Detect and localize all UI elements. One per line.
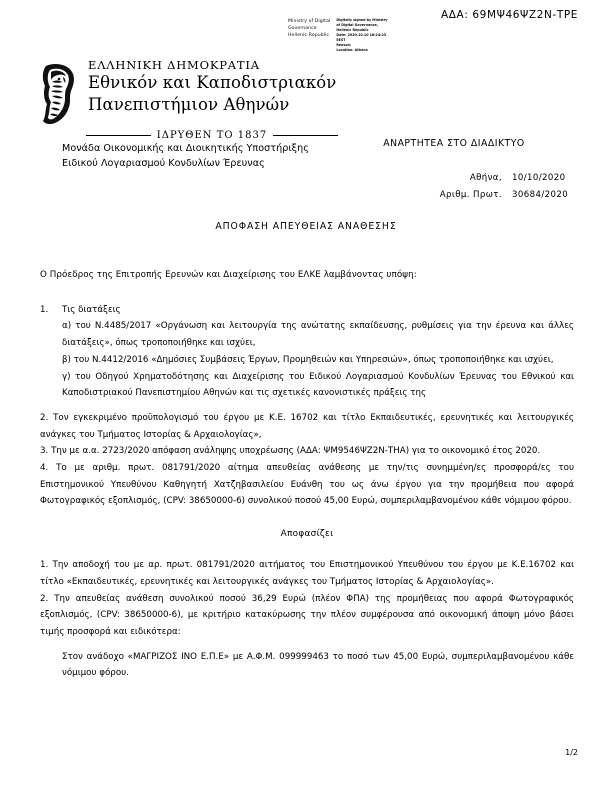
item-number: 2. bbox=[40, 412, 49, 423]
item-text: Τον εγκεκριμένο προϋπολογισμό του έργου με Κ.Ε. 16702 και τίτλο Εκπαιδευτικές, ερευνητικές και λειτουργικές ανάγκες του Τμήματος Ιστορίας & Αρχαιολογίας», bbox=[40, 412, 575, 440]
page-title: ΑΠΟΦΑΣΗ ΑΠΕΥΘΕΙΑΣ ΑΝΑΘΕΣΗΣ bbox=[215, 221, 397, 232]
document-meta bbox=[330, 170, 578, 204]
letterhead-text bbox=[82, 58, 336, 115]
city-value: 10/10/2020 bbox=[512, 173, 566, 183]
list-item bbox=[40, 443, 574, 460]
sub-item: γ) του Οδηγού Χρηματοδότησης και Διαχείρισης του Ειδικού Λογαριασμού Κονδυλίων Έρευνας του Εθνικού και Καποδιστριακού Πανεπιστημίου Αθηνών και τις σχετικές κανονιστικές πράξεις της bbox=[62, 371, 574, 399]
unit-line2: Ειδικού Λογαριασμού Κονδυλίων Έρευνας bbox=[62, 157, 265, 169]
decision-text: Την αποδοχή του με αρ. πρωτ. 081791/2020 αιτήματος του Επιστημονικού Υπευθύνου του έργου με Κ.Ε.16702 και τίτλο «Εκπαιδευτικές, ερευνητικές και λειτουργικές ανάγκες του Τμήματος Ιστορίας & Αρχαιολογίας». bbox=[40, 560, 575, 587]
founded-rule-left bbox=[86, 135, 151, 136]
spacer bbox=[40, 402, 574, 410]
item-text: Την με α.α. 2723/2020 απόφαση ανάληψης υποχρέωσης (ΑΔΑ: ΨΜ9546ΨΖ2Ν-ΤΗΑ) για το οικονομικό έτος 2020. bbox=[51, 446, 541, 457]
contractor-line: Στον ανάδοχο «ΜΑΓΡΙΖΟΣ ΙΝΟ Ε.Π.Ε» με Α.Φ.Μ. 099999463 το ποσό των 45,00 Ευρώ, συμπεριλαμβανομένου κάθε νόμιμου φόρου. bbox=[62, 651, 574, 679]
signature-authority bbox=[288, 18, 330, 39]
signature-authority-line2: Governance bbox=[288, 26, 317, 32]
letterhead-line2: Εθνικόν και Καποδιστριακόν bbox=[88, 73, 337, 93]
signature-detail-line5: EEST bbox=[336, 37, 346, 42]
decision-number: 2. bbox=[40, 593, 49, 604]
signature-details bbox=[336, 18, 387, 53]
digital-signature-block bbox=[288, 18, 388, 53]
sub-item: α) του Ν.4485/2017 «Οργάνωση και λειτουργία της ανώτατης εκπαίδευσης, ρυθμίσεις για την έρευνα και άλλες διατάξεις», όπως τροποποιήθηκε και ισχύει, bbox=[62, 321, 574, 349]
document-body bbox=[40, 267, 574, 682]
protocol-value: 30684/2020 bbox=[512, 189, 569, 200]
item-text: Τις διατάξεις bbox=[62, 304, 121, 315]
item-number: 3. bbox=[40, 446, 49, 457]
signature-detail-line6: Reason: bbox=[336, 42, 352, 47]
signature-authority-line3: Hellenic Republic bbox=[288, 33, 330, 39]
list-item bbox=[40, 302, 574, 319]
unit-line1: Μονάδα Οικονομικής και Διοικητικής Υποστήριξης bbox=[62, 143, 309, 154]
decision-number: 1. bbox=[40, 560, 49, 571]
sub-item: β) του Ν.4412/2016 «Δημόσιες Συμβάσεις Έργων, Προμηθειών και Υπηρεσιών», όπως τροποποιήθηκε και ισχύει, bbox=[62, 354, 554, 365]
founded-rule-right bbox=[273, 135, 338, 136]
decision-item bbox=[40, 591, 574, 641]
decision-heading: Αποφασίζει bbox=[280, 529, 334, 540]
page-number: 1/2 bbox=[565, 748, 578, 757]
signature-detail-line7: Location: Athens bbox=[336, 47, 368, 52]
letterhead-line3: Πανεπιστήμιον Αθηνών bbox=[88, 94, 290, 114]
meta-row-protocol bbox=[330, 187, 578, 204]
founded-text: ΙΔΡΥΘΕΝ ΤΟ 1837 bbox=[156, 130, 268, 141]
list-item bbox=[40, 460, 574, 510]
letterhead bbox=[38, 58, 378, 141]
intro-paragraph: Ο Πρόεδρος της Επιτροπής Ερευνών και Διαχείρισης του ΕΛΚΕ λαμβάνοντας υπόψη: bbox=[40, 270, 417, 280]
list-item bbox=[40, 410, 574, 443]
item-number: 4. bbox=[40, 463, 49, 474]
founded-banner bbox=[86, 130, 338, 141]
item-number: 1. bbox=[40, 304, 49, 315]
city-label: Αθήνα, bbox=[469, 173, 502, 183]
protocol-label: Αριθμ. Πρωτ. bbox=[439, 189, 502, 200]
signature-detail-line2: of Digital Governance, bbox=[336, 22, 379, 27]
publication-notice: ΑΝΑΡΤΗΤΕΑ ΣΤΟ ΔΙΑΔΙΚΤΥΟ bbox=[383, 138, 525, 149]
decision-item bbox=[40, 557, 574, 590]
ada-code: ΑΔΑ: 69ΜΨ46ΨΖ2Ν-ΤΡΕ bbox=[440, 9, 578, 21]
signature-detail-line3: Hellenic Republic bbox=[336, 27, 369, 32]
signature-detail-line1: Digitally signed by Ministry bbox=[336, 18, 388, 22]
letterhead-line1: ΕΛΛΗΝΙΚΗ ΔΗΜΟΚΡΑΤΙΑ bbox=[88, 58, 260, 72]
meta-row-city bbox=[330, 170, 578, 187]
decision-text: Την απευθείας ανάθεση συνολικού ποσού 36,29 Ευρώ (πλέον ΦΠΑ) της προμήθειας που αφορά Φωτογραφικός εξοπλισμός, (CPV: 38650000-6), με κριτήριο κατακύρωσης την πλέον συμφέρουσα από οικονομική άποψη μόνο βάσει τιμής προσφορά και ειδικότερα: bbox=[40, 593, 574, 638]
unit-block bbox=[62, 142, 309, 172]
signature-detail-line4: Date: 2020.10.10 18:24:23 bbox=[336, 32, 387, 37]
university-emblem-icon bbox=[38, 60, 82, 128]
signature-authority-line1: Ministry of Digital bbox=[288, 19, 331, 24]
item-text: Το με αριθμ. πρωτ. 081791/2020 αίτημα απευθείας ανάθεσης με την/τις συνημμένη/ες προσφορά/ες του Επιστημονικού Υπευθύνου Καθηγητή Χατζηβασιλείου Ευάνθη του ως άνω έργου για την προμήθεια που αφορά Φωτογραφικός εξοπλισμός, (CPV: 38650000-6) συνολικού ποσού 45,00 Ευρώ, συμπεριλαμβανομένου κάθε νόμιμου φόρου. bbox=[40, 463, 574, 507]
